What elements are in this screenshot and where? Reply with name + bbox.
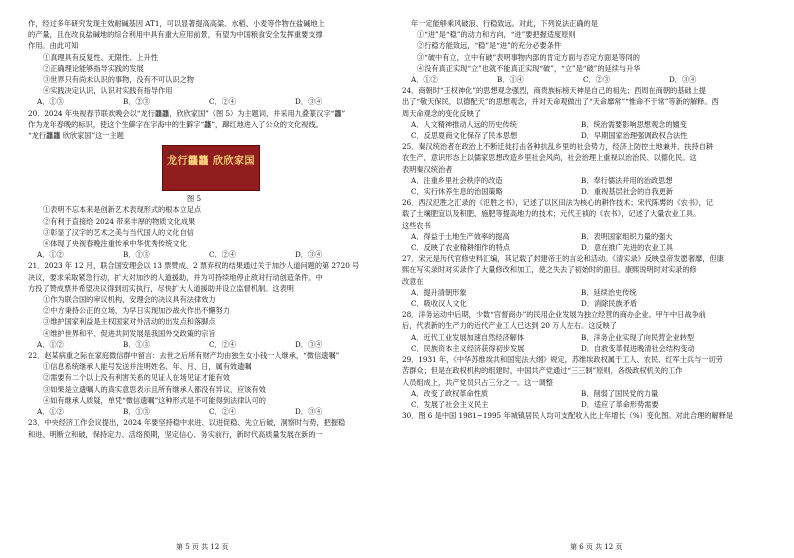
statement-option: ④如有继承人质疑，单凭“微信遗嘱”这种形式是不可能得到法律认可的	[43, 395, 266, 405]
statement-option: ③“破中有立，立中有破”表明事物内部的肯定方面与否定方面是等同的	[417, 52, 640, 62]
answer-choice: B．奉行儒法并用的治政思想	[581, 175, 673, 185]
q25-options	[402, 175, 770, 197]
answer-choice: B．表明国家组织力量的强大	[581, 231, 673, 241]
stem-line: 和进、明断立和破，保持定力、活络预期，坚定信心、务实前行，新时代高质量发展在新的一	[28, 429, 323, 439]
option-row	[402, 119, 770, 130]
answer-choice: A．①②	[37, 407, 64, 417]
answer-choice: B．统治需要影响思想观念的嬗变	[581, 119, 687, 129]
answer-choice: C．②③	[583, 75, 611, 85]
stem-line: 作，经过多年研究发现主效耐碱基因 AT1，可以显著提高高粱、水稻、小麦等作物在盐碱地上	[28, 19, 325, 28]
answer-choice: D．③④	[295, 97, 323, 107]
q23-stem	[28, 417, 400, 439]
q22-stem	[28, 350, 400, 361]
statement-option: ①“进”是“稳”的动力和方向，“进”要把握适度原则	[417, 30, 576, 40]
stem-line: 作用。由此可知	[28, 41, 79, 51]
statement-option: ②中方秉持公正的立场，为早日实现加沙战火作出不懈努力	[43, 306, 230, 316]
answer-choice: C．反思夏商文化保存了民本思想	[411, 131, 518, 141]
answer-choice: D．③④	[669, 75, 697, 85]
answer-choice: A．人文精神推动人远的历史传统	[411, 119, 517, 129]
q23-stem-continued	[402, 18, 770, 29]
answer-choice: A．提升清朝形象	[411, 287, 467, 297]
q20-options	[28, 204, 400, 249]
q30-stem	[402, 410, 770, 421]
stem-line: 农生产，意识形态上以儒家思想改造乡里社会风尚，社会治理上重视以治治民、以德化民。这	[402, 153, 697, 163]
answer-choice: D．③④	[295, 339, 323, 349]
q19-stem	[28, 18, 400, 52]
statement-option: ④没有真正实现“立”也就不能真正实现“破”，“立”是“破”的延续与升华	[417, 63, 641, 73]
q27-options	[402, 287, 770, 309]
q23-options	[402, 29, 770, 74]
option-row	[402, 231, 770, 242]
left-page	[28, 18, 400, 440]
option-row	[402, 298, 770, 309]
answer-choice: A．得益于土地生产效率的提高	[411, 231, 510, 241]
figure-pinyin: dá dá	[168, 150, 182, 156]
q24-options	[402, 119, 770, 141]
right-page-footer: 第 6 页 共 12 页	[570, 543, 623, 551]
answer-choice: B．①④	[497, 75, 524, 85]
answer-choice: A．近代工业发展加速自然经济解体	[411, 332, 525, 342]
answer-choice: C．②④	[209, 250, 237, 260]
statement-option: ①信息系统继承人能号发送并注明姓名、年、月、日，属有效遗嘱	[43, 362, 252, 372]
answer-choice: B．①③	[123, 407, 150, 417]
answer-choice: B．洋务企业实现了向民营企业转型	[581, 332, 695, 342]
answer-choice: D．③④	[295, 250, 323, 260]
statement-option: ①真理具有反复性、无限性、上升性	[43, 52, 159, 62]
stem-line: “龙行龘龘 欣欣家国”这一主题	[28, 131, 124, 141]
stem-line: 熙在写实录时对实录作了大量修改和加工，使之失去了初始时的面目。康熙说明时对实录的修	[402, 265, 697, 275]
q20-answers	[28, 249, 400, 260]
answer-choice: A．改变了政权革命性质	[411, 388, 489, 398]
stem-line: 26．西汉氾胜之汇录的《氾胜之书》，记述了以区田法为核心的耕作技术；宋代陈旉的《农书》，记	[402, 198, 714, 208]
q25-stem	[402, 141, 770, 175]
q21-answers	[28, 339, 400, 350]
stem-line: 28．洋务运动中后期，少数“官督商办”的民用企业发展为独立经营的商办企业。甲午中日战争前	[402, 310, 706, 320]
answer-choice: C．②④	[209, 407, 237, 417]
stem-line: 的产量，且在改良盐碱地的综合利用中具有重大应用前景，有望为中国粮食安全发挥重要支撑	[28, 30, 323, 40]
stem-line: 周天命观念的变化反映了	[402, 108, 482, 118]
option-row	[402, 130, 770, 141]
answer-choice: D．早期国家治理强调政权合法性	[581, 131, 688, 141]
stem-line: 22．赵某病重之际在家庭微信群中留言：去世之后所有财产均由独生女小钱一人继承，“微信遗嘱”	[28, 351, 340, 361]
answer-choice: C．实行休养生息的治国策略	[411, 187, 503, 197]
left-page-footer: 第 5 页 共 12 页	[176, 543, 229, 551]
option-row	[402, 343, 770, 354]
answer-choice: A．①②	[411, 75, 438, 85]
q19-options	[28, 52, 400, 97]
stem-line: 出了“敬天保民，以德配天”的思想观念，并对天命观做出了“天命靡常”“惟命不于常”等新的解释。西	[402, 97, 719, 107]
answer-choice: B．①③	[123, 250, 150, 260]
q24-stem	[402, 85, 770, 119]
answer-choice: C．民族资本主义经济获得初步发展	[411, 343, 525, 353]
stem-line: 方投了赞成票并希望决议得到切实执行，尽快扩大人道援助并设立监督机制。这表明	[28, 283, 294, 293]
q28-stem	[402, 309, 770, 331]
answer-choice: A．①②	[37, 339, 64, 349]
q26-options	[402, 231, 770, 253]
option-row	[402, 388, 770, 399]
q23-answers	[402, 74, 770, 85]
answer-choice: D．③④	[295, 407, 323, 417]
statement-option: ②正确理论能够指导实践的发展	[43, 63, 144, 73]
q29-stem	[402, 354, 770, 388]
answer-choice: A．注重乡里社会秩序的改造	[411, 175, 503, 185]
answer-choice: B．②③	[123, 97, 150, 107]
stem-line: 23．中央经济工作会议提出，2024 年要坚持稳中求进、以进促稳、先立后破，洞察时与势，把握稳	[28, 418, 346, 428]
answer-choice: D．消除民族矛盾	[581, 299, 638, 309]
q27-stem	[402, 253, 770, 287]
answer-choice: B．削弱了国民党的力量	[581, 388, 659, 398]
answer-choice: A．①③	[37, 97, 64, 107]
statement-option: ②有利于直接给 2024 带来丰厚的物质文化成果	[43, 216, 196, 226]
stem-line: 20．2024 年央视春节联欢晚会以“龙行龘龘，欣欣家国”（图 5）为主题词，并采用九叠篆汉字“龘”	[28, 108, 346, 118]
right-page	[402, 18, 770, 421]
stem-line: 21．2023 年 12 月，联合国安理会以 13 票赞成、2 票弃权的结果通过关于加沙人道问题的第 2720 号	[28, 261, 360, 271]
stem-line: 载了土壤肥宜以及积肥、施肥等提高地力的技术；元代王祯的《农书》，记述了大量农业工具。	[402, 209, 701, 219]
option-row	[402, 175, 770, 186]
answer-choice: D．自救变革促进晚清社会结构变动	[581, 343, 695, 353]
q19-answers	[28, 96, 400, 107]
q26-stem	[402, 197, 770, 231]
statement-option: ②需要有二个以上没有利害关系的见证人在场见证才能有效	[43, 373, 230, 383]
answer-choice: D．意在推广先进的农业工具	[581, 243, 674, 253]
q22-options	[28, 361, 400, 406]
statement-option: ①表明不忘本来是创新艺术表现形式的根本立足点	[43, 205, 202, 215]
q22-answers	[28, 406, 400, 417]
q21-stem	[28, 260, 400, 294]
statement-option: ③维护国家利益是主权国家对外活动的出发点和落脚点	[43, 317, 216, 327]
statement-option: ④体现了央视春晚注重传承中华优秀传统文化	[43, 239, 187, 249]
answer-choice: C．吸收汉人文化	[411, 299, 467, 309]
answer-choice: A．①②	[37, 250, 64, 260]
stem-line: 29．1931 年，《中华苏维埃共和国宪法大纲》规定，苏维埃政权属于工人、农民、红军士兵与一切劳	[402, 355, 723, 365]
option-row	[402, 332, 770, 343]
stem-line: 苦群众；但是在政权机构的组建时，中国共产党通过“三三制”原则，各级政权机关的工作	[402, 366, 683, 376]
figure-title: 龙行龘龘 欣欣家国	[167, 156, 255, 168]
statement-option: ③世界只有尚未认识的事物，没有不可认识之物	[43, 75, 194, 85]
stem-line: 表明秦汉统治者	[402, 164, 453, 174]
option-row	[402, 186, 770, 197]
stem-line: 24．商朝时“王权神化”的思想观念强烈，商贵族标榜天神是自己的祖先；西周在商朝的基础上提	[402, 86, 706, 96]
q21-options	[28, 294, 400, 339]
stem-line: 决议，要求采取紧急行动，扩大对加沙的人道援助，并为可持续地停止敌对行动创造条件。中	[28, 272, 323, 282]
statement-option: ③如果是立遗嘱人的真实意思表示且所有继承人都没有异议，应该有效	[43, 384, 266, 394]
q20-stem	[28, 108, 400, 142]
answer-choice: D．重视基层社会的自我更新	[581, 187, 674, 197]
answer-choice: B．①③	[123, 339, 150, 349]
stem-line: 30．图 6 是中国 1981~1995 年城镇居民人均可支配收入比上年增长（%）变化图。对此合理的解释是	[402, 411, 734, 421]
q29-options	[402, 388, 770, 410]
statement-option: ①作为联合国的审议机构，安理会的决议具有法律效力	[43, 295, 216, 305]
stem-line: 改意在	[402, 276, 424, 286]
stem-line: 年一定能够乘风破浪、行稳致远。对此，下列说法正确的是	[411, 19, 598, 28]
stem-line: 后，代表新的生产力的近代产业工人已达到 20 万人左右。这反映了	[402, 321, 617, 331]
figure-caption: 图 5	[186, 194, 202, 204]
statement-option: ④实践决定认识，认识对实践有指导作用	[43, 86, 173, 96]
stem-line: 这些农书	[402, 220, 431, 230]
stem-line: 25．秦汉统治者在政治上不断迁徙打击各种抗乱乡里的社会势力，经济上防控土地兼并、扶持自耕	[402, 142, 714, 152]
answer-choice: C．发展了社会主义民主	[411, 399, 489, 409]
answer-choice: C．反映了农业精耕细作的特点	[411, 243, 510, 253]
statement-option: ④维护世界和平、促进共同发展是我国外交政策的宗旨	[43, 328, 216, 338]
option-row	[402, 242, 770, 253]
option-row	[402, 287, 770, 298]
option-row	[402, 399, 770, 410]
stem-line: 人员组成上，共产党员只占三分之一。这一调整	[402, 377, 553, 387]
answer-choice: C．②④	[209, 339, 237, 349]
statement-option: ③彰显了汉字的艺术之美与当代国人的文化自信	[43, 227, 194, 237]
stem-line: 27．宋元是历代官修史料汇编，其记载了封建帝王的言论和活动。《清实录》反映皇帝发愿奢靡，但康	[402, 254, 724, 264]
answer-choice: D．适应了革命形势需要	[581, 399, 659, 409]
stem-line: 作为龙年春晚的标识，使这个生僻字在字海中的生僻字“龘”，蹿红地进入了公众的文化视线。	[28, 119, 323, 129]
statement-option: ②行稳方能致远，“稳”是“进”的充分必要条件	[417, 41, 562, 51]
answer-choice: C．②④	[209, 97, 237, 107]
q28-options	[402, 332, 770, 354]
answer-choice: B．延续治史传统	[581, 287, 637, 297]
